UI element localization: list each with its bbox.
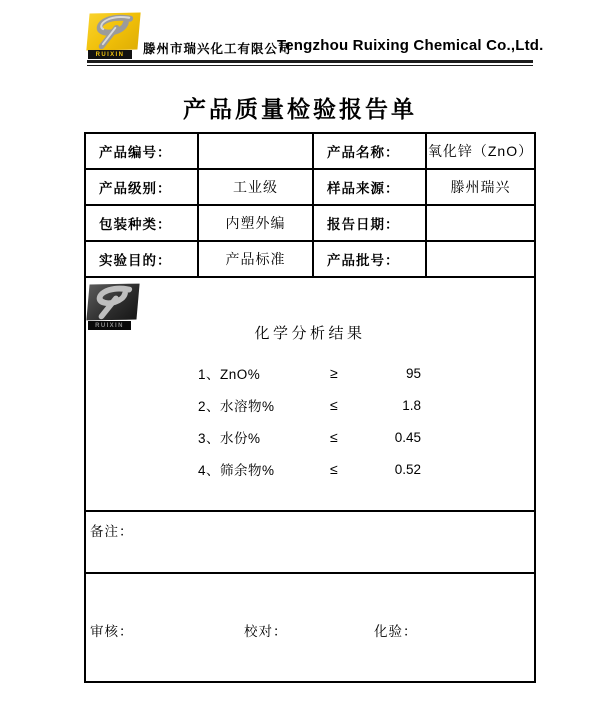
packaging-type-label: 包装种类： <box>86 206 199 240</box>
table-row <box>86 206 534 242</box>
analysis-item-row <box>86 357 534 389</box>
analysis-item-relation: ≤ <box>330 461 338 477</box>
page-title: 产品质量检验报告单 <box>183 96 417 122</box>
analysis-item-value: 95 <box>405 365 421 381</box>
sample-source-value: 滕州瑞兴 <box>450 179 511 195</box>
table-row <box>86 242 534 278</box>
sample-source-label: 样品来源： <box>314 170 427 204</box>
product-code-label: 产品编号： <box>86 134 199 168</box>
report-date-label: 报告日期： <box>314 206 427 240</box>
watermark-logo <box>88 284 140 330</box>
logo-r-swoosh-icon <box>86 13 140 51</box>
packaging-type-value: 内塑外编 <box>199 206 314 240</box>
assay-label: 化验： <box>374 624 418 639</box>
watermark-brand-text: RUIXIN <box>88 321 131 330</box>
product-grade-value: 工业级 <box>199 170 314 204</box>
analysis-item-name: 4、筛余物% <box>198 463 275 478</box>
product-grade-label: 产品级别： <box>86 170 199 204</box>
remarks-section <box>86 512 534 574</box>
analysis-item-relation: ≥ <box>330 365 338 381</box>
report-date-value <box>427 206 534 240</box>
analysis-heading: 化学分析结果 <box>254 325 366 342</box>
header-rule <box>87 60 533 66</box>
product-code-value <box>199 134 314 168</box>
watermark-r-swoosh-icon <box>86 284 139 321</box>
analysis-item-name: 1、ZnO% <box>198 367 261 382</box>
analysis-items <box>86 357 534 485</box>
remarks-label: 备注： <box>90 524 134 539</box>
test-purpose-label: 实验目的： <box>86 242 199 276</box>
analysis-item-row <box>86 453 534 485</box>
batch-number-label: 产品批号： <box>314 242 427 276</box>
analysis-item-value: 0.52 <box>394 461 421 477</box>
company-name-en: Tengzhou Ruixing Chemical Co.,Ltd. <box>277 37 544 54</box>
company-logo <box>86 13 140 51</box>
product-name-label: 产品名称： <box>314 134 427 168</box>
company-name-cn: 滕州市瑞兴化工有限公司 <box>143 42 292 56</box>
signature-section <box>86 574 534 681</box>
report-table <box>84 132 536 683</box>
analysis-item-name: 2、水溶物% <box>198 399 275 414</box>
analysis-section <box>86 278 534 512</box>
analysis-item-row <box>86 389 534 421</box>
table-row <box>86 170 534 206</box>
batch-number-value <box>427 242 534 276</box>
analysis-item-value: 1.8 <box>402 397 421 413</box>
analysis-item-name: 3、水份% <box>198 431 261 446</box>
analysis-item-row <box>86 421 534 453</box>
analysis-item-value: 0.45 <box>394 429 421 445</box>
analysis-item-relation: ≤ <box>330 397 338 413</box>
test-purpose-value: 产品标准 <box>199 242 314 276</box>
product-name-value: 氧化锌（ZnO） <box>427 143 534 159</box>
table-row <box>86 134 534 170</box>
review-label: 审核： <box>90 624 134 639</box>
logo-brand-text: RUIXIN <box>88 50 132 59</box>
analysis-item-relation: ≤ <box>330 429 338 445</box>
proofread-label: 校对： <box>244 624 288 639</box>
